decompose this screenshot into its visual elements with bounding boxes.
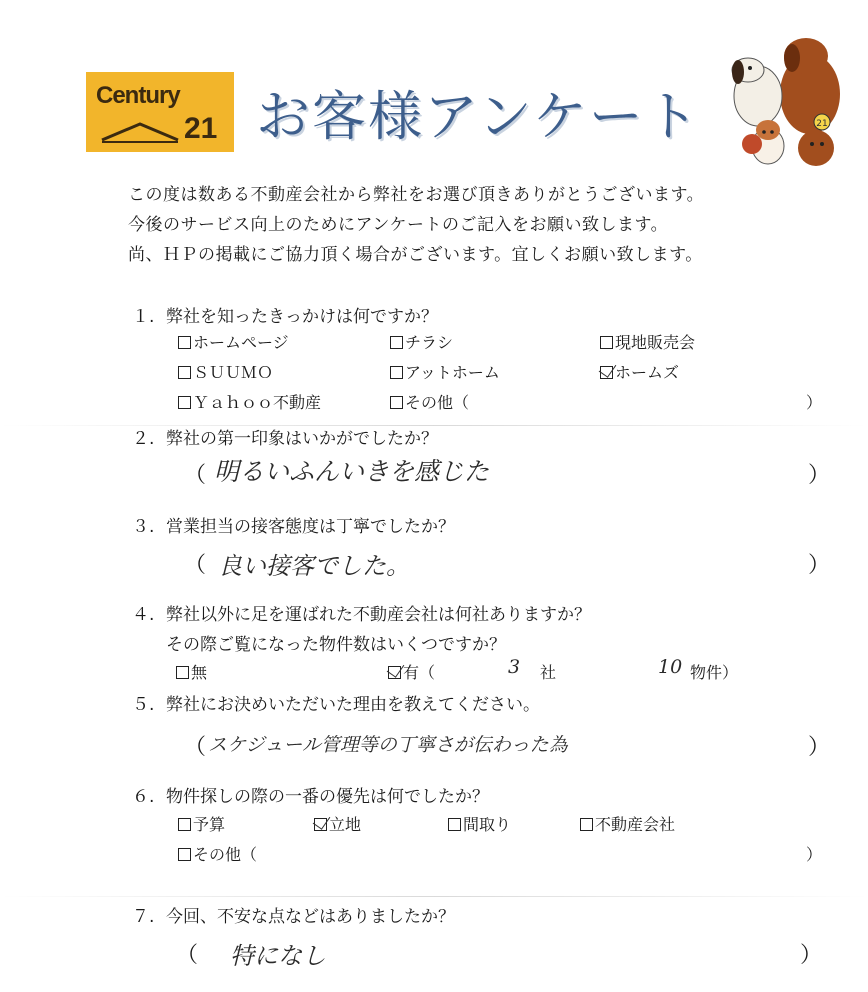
option-label: 有（ (403, 663, 436, 682)
intro-line-2: 今後のサービス向上のためにアンケートのご記入をお願い致します。 (128, 215, 669, 235)
checkbox[interactable] (390, 396, 403, 409)
question-text: 物件探しの際の一番の優先は何でしたか？ (166, 787, 489, 807)
intro-line-3: 尚、ＨＰの掲載にご協力頂く場合がございます。宜しくお願い致します。 (128, 245, 703, 265)
century21-logo (86, 72, 234, 152)
option-label: Ｙａｈｏｏ不動産 (193, 393, 322, 412)
scan-divider (0, 896, 868, 897)
q2-open-paren: （ (184, 463, 207, 488)
option-label: 現地販売会 (615, 333, 696, 352)
question-6 (132, 782, 489, 807)
q1-option-open-house[interactable] (600, 330, 695, 353)
question-number: ７. (132, 907, 155, 927)
question-number: ４. (132, 605, 155, 625)
checkbox[interactable] (178, 818, 191, 831)
q6-option-floorplan[interactable] (448, 812, 511, 835)
checkbox[interactable] (178, 396, 191, 409)
question-number: ５. (132, 695, 155, 715)
checkbox-checked[interactable] (314, 818, 327, 831)
checkbox[interactable] (178, 336, 191, 349)
question-7 (132, 902, 455, 927)
option-label: ＳＵＵＭＯ (193, 363, 274, 382)
q2-close-paren: ） (808, 463, 831, 488)
option-label: 不動産会社 (595, 815, 676, 834)
question-number: ３. (132, 517, 155, 537)
q4-option-none[interactable] (176, 660, 207, 683)
option-label: 無 (191, 663, 208, 682)
page-title: お客様アンケート (256, 85, 701, 148)
question-4-line-2: その際ご覧になった物件数はいくつですか？ (166, 635, 506, 655)
q3-close-paren: ） (808, 553, 831, 578)
checkbox[interactable] (178, 848, 191, 861)
q6-option-company[interactable] (580, 812, 675, 835)
q4-option-yes[interactable] (388, 660, 435, 683)
checkbox[interactable] (600, 336, 613, 349)
question-5 (132, 690, 540, 715)
q1-option-suumo[interactable] (178, 360, 273, 383)
q2-answer[interactable]: 明るいふんいきを感じた (214, 457, 490, 486)
question-2 (132, 424, 438, 449)
question-number: ２. (132, 429, 155, 449)
q3-answer[interactable]: 良い接客でした。 (218, 552, 410, 580)
q4-company-unit: 社 (540, 663, 557, 682)
q4-property-unit: 物件） (690, 663, 739, 682)
q5-open-paren: （ (184, 735, 207, 760)
checkbox[interactable] (176, 666, 189, 679)
q3-open-paren: （ (184, 553, 207, 578)
checkbox[interactable] (580, 818, 593, 831)
q5-answer[interactable]: スケジュール管理等の丁寧さが伝わった為 (208, 734, 568, 756)
checkbox[interactable] (390, 336, 403, 349)
question-text: 弊社の第一印象はいかがでしたか？ (166, 429, 438, 449)
question-1 (132, 302, 438, 327)
checkbox-checked[interactable] (388, 666, 401, 679)
option-label: ホームページ (193, 333, 289, 352)
q1-option-homepage[interactable] (178, 330, 289, 353)
house-icon (100, 118, 180, 144)
q1-option-homes[interactable] (600, 360, 679, 383)
option-label: その他（ (193, 845, 258, 864)
q7-open-paren: （ (176, 943, 199, 968)
logo-number: 21 (184, 112, 218, 145)
option-label: 立地 (329, 815, 362, 834)
q6-close-paren: ） (806, 845, 823, 864)
checkbox-checked[interactable] (600, 366, 613, 379)
option-label: アットホーム (405, 363, 500, 382)
q6-option-location[interactable] (314, 812, 361, 835)
question-text: 弊社以外に足を運ばれた不動産会社は何社ありますか？ (166, 605, 591, 625)
question-text: 営業担当の接客態度は丁寧でしたか？ (166, 517, 455, 537)
mascot-badge-text: 21 (816, 119, 828, 129)
q7-answer[interactable]: 特になし (230, 942, 326, 970)
checkbox[interactable] (178, 366, 191, 379)
q6-option-budget[interactable] (178, 812, 225, 835)
q4-company-count[interactable]: 3 (508, 656, 521, 678)
option-label: 間取り (463, 815, 512, 834)
question-text: 弊社にお決めいただいた理由を教えてください。 (166, 695, 540, 715)
q5-close-paren: ） (808, 735, 831, 760)
q6-option-other[interactable] (178, 842, 257, 865)
question-4 (132, 600, 591, 625)
logo-brand-text: Century (96, 82, 180, 109)
q4-property-count[interactable]: 10 (658, 656, 683, 678)
question-3 (132, 512, 455, 537)
question-text: 今回、不安な点などはありましたか？ (166, 907, 455, 927)
checkbox[interactable] (390, 366, 403, 379)
dog-mascot-illustration (728, 34, 852, 168)
question-number: １. (132, 307, 155, 327)
question-number: ６. (132, 787, 155, 807)
checkbox[interactable] (448, 818, 461, 831)
option-label: 予算 (193, 815, 226, 834)
q1-close-paren: ） (806, 393, 823, 412)
q1-option-yahoo[interactable] (178, 390, 321, 413)
option-label: その他（ (405, 393, 470, 412)
q1-option-other[interactable] (390, 390, 469, 413)
intro-line-1: この度は数ある不動産会社から弊社をお選び頂きありがとうございます。 (128, 185, 705, 205)
q1-option-flyer[interactable] (390, 330, 453, 353)
question-text: 弊社を知ったきっかけは何ですか？ (166, 307, 438, 327)
q1-option-athome[interactable] (390, 360, 500, 383)
option-label: チラシ (405, 333, 454, 352)
q7-close-paren: ） (800, 943, 823, 968)
option-label: ホームズ (615, 363, 680, 382)
